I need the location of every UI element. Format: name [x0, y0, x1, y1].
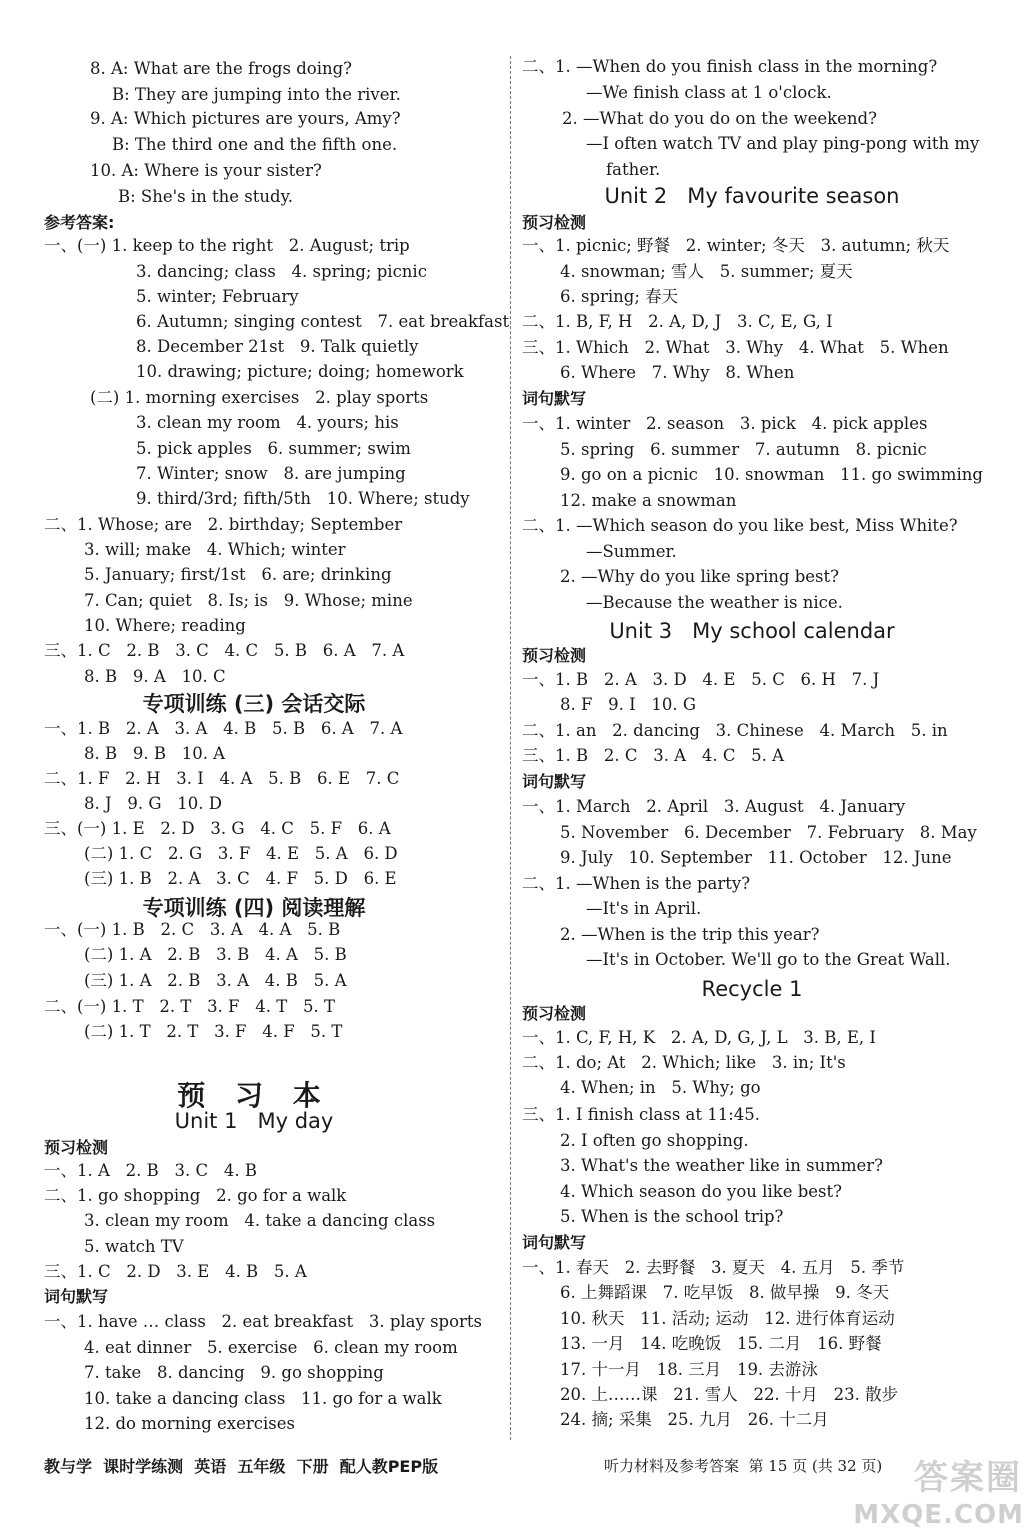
watermark-logo — [853, 1450, 1028, 1532]
answer-line: 7. take 8. dancing 9. go shopping — [84, 1363, 384, 1382]
answer-line: 10. take a dancing class 11. go for a walk — [84, 1389, 442, 1408]
answer-line: 9. go on a picnic 10. snowman 11. go swimming — [560, 465, 983, 484]
answer-line: 7. Can; quiet 8. Is; is 9. Whose; mine — [84, 591, 413, 610]
answer-line: 5. watch TV — [84, 1237, 184, 1256]
answer-line: 一、1. have … class 2. eat breakfast 3. play sports — [44, 1312, 483, 1331]
answer-line: 二、1. —When is the party? — [522, 874, 751, 893]
section-label: 参考答案: — [44, 213, 115, 232]
answer-line: 2. —When is the trip this year? — [560, 925, 820, 944]
answer-line: —It's in April. — [586, 899, 702, 918]
answer-line: 三、1. I finish class at 11:45. — [522, 1105, 761, 1124]
answer-line: 8. B 9. A 10. C — [84, 667, 226, 686]
answer-line: 二、1. —When do you finish class in the morning? — [522, 57, 938, 76]
answer-line: 24. 摘; 采集 25. 九月 26. 十二月 — [560, 1410, 829, 1429]
section-heading: 专项训练 (三) 会话交际 — [142, 692, 366, 716]
section-heading: 预 习 本 — [177, 1079, 331, 1112]
answer-line: 一、1. B 2. A 3. D 4. E 5. C 6. H 7. J — [522, 670, 880, 689]
answer-line: 3. What's the weather like in summer? — [560, 1156, 884, 1175]
answer-line: 一、(一) 1. B 2. C 3. A 4. A 5. B — [44, 920, 341, 939]
answer-line: 3. will; make 4. Which; winter — [84, 540, 346, 559]
column-divider — [510, 56, 512, 1440]
answer-line: 4. When; in 5. Why; go — [560, 1078, 761, 1097]
answer-line: 一、1. C, F, H, K 2. A, D, G, J, L 3. B, E, I — [522, 1028, 876, 1047]
answer-line: 5. spring 6. summer 7. autumn 8. picnic — [560, 440, 927, 459]
answer-line: 二、(一) 1. T 2. T 3. F 4. T 5. T — [44, 997, 335, 1016]
section-label: 词句默写 — [44, 1287, 109, 1306]
section-heading: Recycle 1 — [701, 977, 803, 1001]
answer-line: B: They are jumping into the river. — [112, 85, 401, 104]
answer-line: 6. Autumn; singing contest 7. eat breakfast — [136, 312, 510, 331]
answer-line: (三) 1. A 2. B 3. A 4. B 5. A — [84, 971, 347, 990]
page-footer — [0, 1450, 1034, 1480]
answer-line: 二、1. F 2. H 3. I 4. A 5. B 6. E 7. C — [44, 769, 400, 788]
answer-line: 三、1. C 2. B 3. C 4. C 5. B 6. A 7. A — [44, 641, 405, 660]
section-heading: Unit 1 My day — [174, 1109, 334, 1133]
answer-line: 6. spring; 春天 — [560, 287, 679, 306]
answer-line: 13. 一月 14. 吃晚饭 15. 二月 16. 野餐 — [560, 1334, 882, 1353]
section-label: 预习检测 — [44, 1138, 109, 1157]
answer-line: 5. January; first/1st 6. are; drinking — [84, 565, 392, 584]
answer-line: 7. Winter; snow 8. are jumping — [136, 464, 406, 483]
answer-line: —Summer. — [586, 542, 677, 561]
answer-line: 一、(一) 1. keep to the right 2. August; trip — [44, 236, 410, 255]
answer-line: —We finish class at 1 o'clock. — [586, 83, 832, 102]
watermark-logo-url: MXQE.COM — [853, 1500, 1024, 1530]
answer-line: —I often watch TV and play ping-pong with my — [586, 134, 980, 153]
answer-line: 2. I often go shopping. — [560, 1131, 749, 1150]
answer-line: (二) 1. morning exercises 2. play sports — [90, 388, 429, 407]
answer-line: 一、1. winter 2. season 3. pick 4. pick apples — [522, 414, 928, 433]
answer-line: 3. clean my room 4. take a dancing class — [84, 1211, 436, 1230]
answer-line: 17. 十一月 18. 三月 19. 去游泳 — [560, 1360, 818, 1379]
answer-line: B: She's in the study. — [118, 187, 293, 206]
answer-line: 一、1. B 2. A 3. A 4. B 5. B 6. A 7. A — [44, 719, 403, 738]
answer-line: 三、1. B 2. C 3. A 4. C 5. A — [522, 746, 785, 765]
answer-line: (二) 1. A 2. B 3. B 4. A 5. B — [84, 945, 347, 964]
answer-line: father. — [606, 160, 661, 179]
answer-line: 3. clean my room 4. yours; his — [136, 413, 399, 432]
answer-line: 三、1. C 2. D 3. E 4. B 5. A — [44, 1262, 307, 1281]
answer-line: (三) 1. B 2. A 3. C 4. F 5. D 6. E — [84, 869, 397, 888]
answer-line: 2. —Why do you like spring best? — [560, 567, 839, 586]
answer-line: 6. Where 7. Why 8. When — [560, 363, 795, 382]
answer-line: (二) 1. T 2. T 3. F 4. F 5. T — [84, 1022, 343, 1041]
answer-line: 6. 上舞蹈课 7. 吃早饭 8. 做早操 9. 冬天 — [560, 1283, 890, 1302]
answer-line: 三、1. Which 2. What 3. Why 4. What 5. When — [522, 338, 949, 357]
answer-line: 二、1. Whose; are 2. birthday; September — [44, 515, 403, 534]
answer-line: 5. pick apples 6. summer; swim — [136, 439, 411, 458]
answer-line: 5. November 6. December 7. February 8. May — [560, 823, 977, 842]
answer-line: 二、1. an 2. dancing 3. Chinese 4. March 5. in — [522, 721, 948, 740]
answer-line: 8. A: What are the frogs doing? — [90, 59, 353, 78]
section-label: 预习检测 — [522, 213, 587, 232]
section-label: 预习检测 — [522, 1004, 587, 1023]
answer-line: 5. When is the school trip? — [560, 1207, 784, 1226]
answer-line: 12. do morning exercises — [84, 1414, 295, 1433]
answer-line: 10. 秋天 11. 活动; 运动 12. 进行体育运动 — [560, 1309, 895, 1328]
footer-book-title: 教与学 课时学练测 英语 五年级 下册 配人教PEP版 — [44, 1457, 439, 1476]
answer-line: 12. make a snowman — [560, 491, 737, 510]
answer-line: 8. B 9. B 10. A — [84, 744, 226, 763]
answer-line: —Because the weather is nice. — [586, 593, 843, 612]
answer-line: 10. drawing; picture; doing; homework — [136, 362, 464, 381]
answer-line: 8. F 9. I 10. G — [560, 695, 697, 714]
answer-line: 2. —What do you do on the weekend? — [562, 109, 877, 128]
answer-line: B: The third one and the fifth one. — [112, 135, 398, 154]
answer-line: 4. eat dinner 5. exercise 6. clean my room — [84, 1338, 458, 1357]
footer-page-info: 听力材料及参考答案 第 15 页 (共 32 页) — [604, 1457, 883, 1475]
section-heading: 专项训练 (四) 阅读理解 — [142, 896, 366, 920]
answer-line: 9. July 10. September 11. October 12. June — [560, 848, 952, 867]
answer-line: (二) 1. C 2. G 3. F 4. E 5. A 6. D — [84, 844, 398, 863]
section-label: 词句默写 — [522, 389, 587, 408]
answer-line: 一、1. A 2. B 3. C 4. B — [44, 1161, 257, 1180]
answer-line: 10. A: Where is your sister? — [90, 161, 322, 180]
answer-line: 二、1. go shopping 2. go for a walk — [44, 1186, 347, 1205]
section-label: 预习检测 — [522, 646, 587, 665]
answer-line: 一、1. March 2. April 3. August 4. January — [522, 797, 906, 816]
answer-line: 二、1. —Which season do you like best, Miss White? — [522, 516, 958, 535]
answer-line: —It's in October. We'll go to the Great Wall. — [586, 950, 951, 969]
answer-line: 三、(一) 1. E 2. D 3. G 4. C 5. F 6. A — [44, 819, 391, 838]
answer-line: 9. third/3rd; fifth/5th 10. Where; study — [136, 489, 470, 508]
answer-line: 二、1. B, F, H 2. A, D, J 3. C, E, G, I — [522, 312, 833, 331]
answer-line: 10. Where; reading — [84, 616, 246, 635]
answer-line: 5. winter; February — [136, 287, 299, 306]
answer-line: 8. J 9. G 10. D — [84, 794, 222, 813]
section-label: 词句默写 — [522, 772, 587, 791]
answer-line: 一、1. picnic; 野餐 2. winter; 冬天 3. autumn; 秋天 — [522, 236, 950, 255]
answer-line: 二、1. do; At 2. Which; like 3. in; It's — [522, 1053, 846, 1072]
watermark-logo-text: 答案圈 — [914, 1458, 1022, 1498]
answer-line: 4. Which season do you like best? — [560, 1182, 843, 1201]
section-heading: Unit 3 My school calendar — [609, 619, 895, 643]
answer-line: 3. dancing; class 4. spring; picnic — [136, 262, 427, 281]
section-label: 词句默写 — [522, 1233, 587, 1252]
answer-line: 一、1. 春天 2. 去野餐 3. 夏天 4. 五月 5. 季节 — [522, 1258, 905, 1277]
answer-line: 4. snowman; 雪人 5. summer; 夏天 — [560, 262, 853, 281]
section-heading: Unit 2 My favourite season — [604, 184, 900, 208]
answer-line: 8. December 21st 9. Talk quietly — [136, 337, 419, 356]
answer-line: 20. 上……课 21. 雪人 22. 十月 23. 散步 — [560, 1385, 899, 1404]
answer-line: 9. A: Which pictures are yours, Amy? — [90, 109, 401, 128]
